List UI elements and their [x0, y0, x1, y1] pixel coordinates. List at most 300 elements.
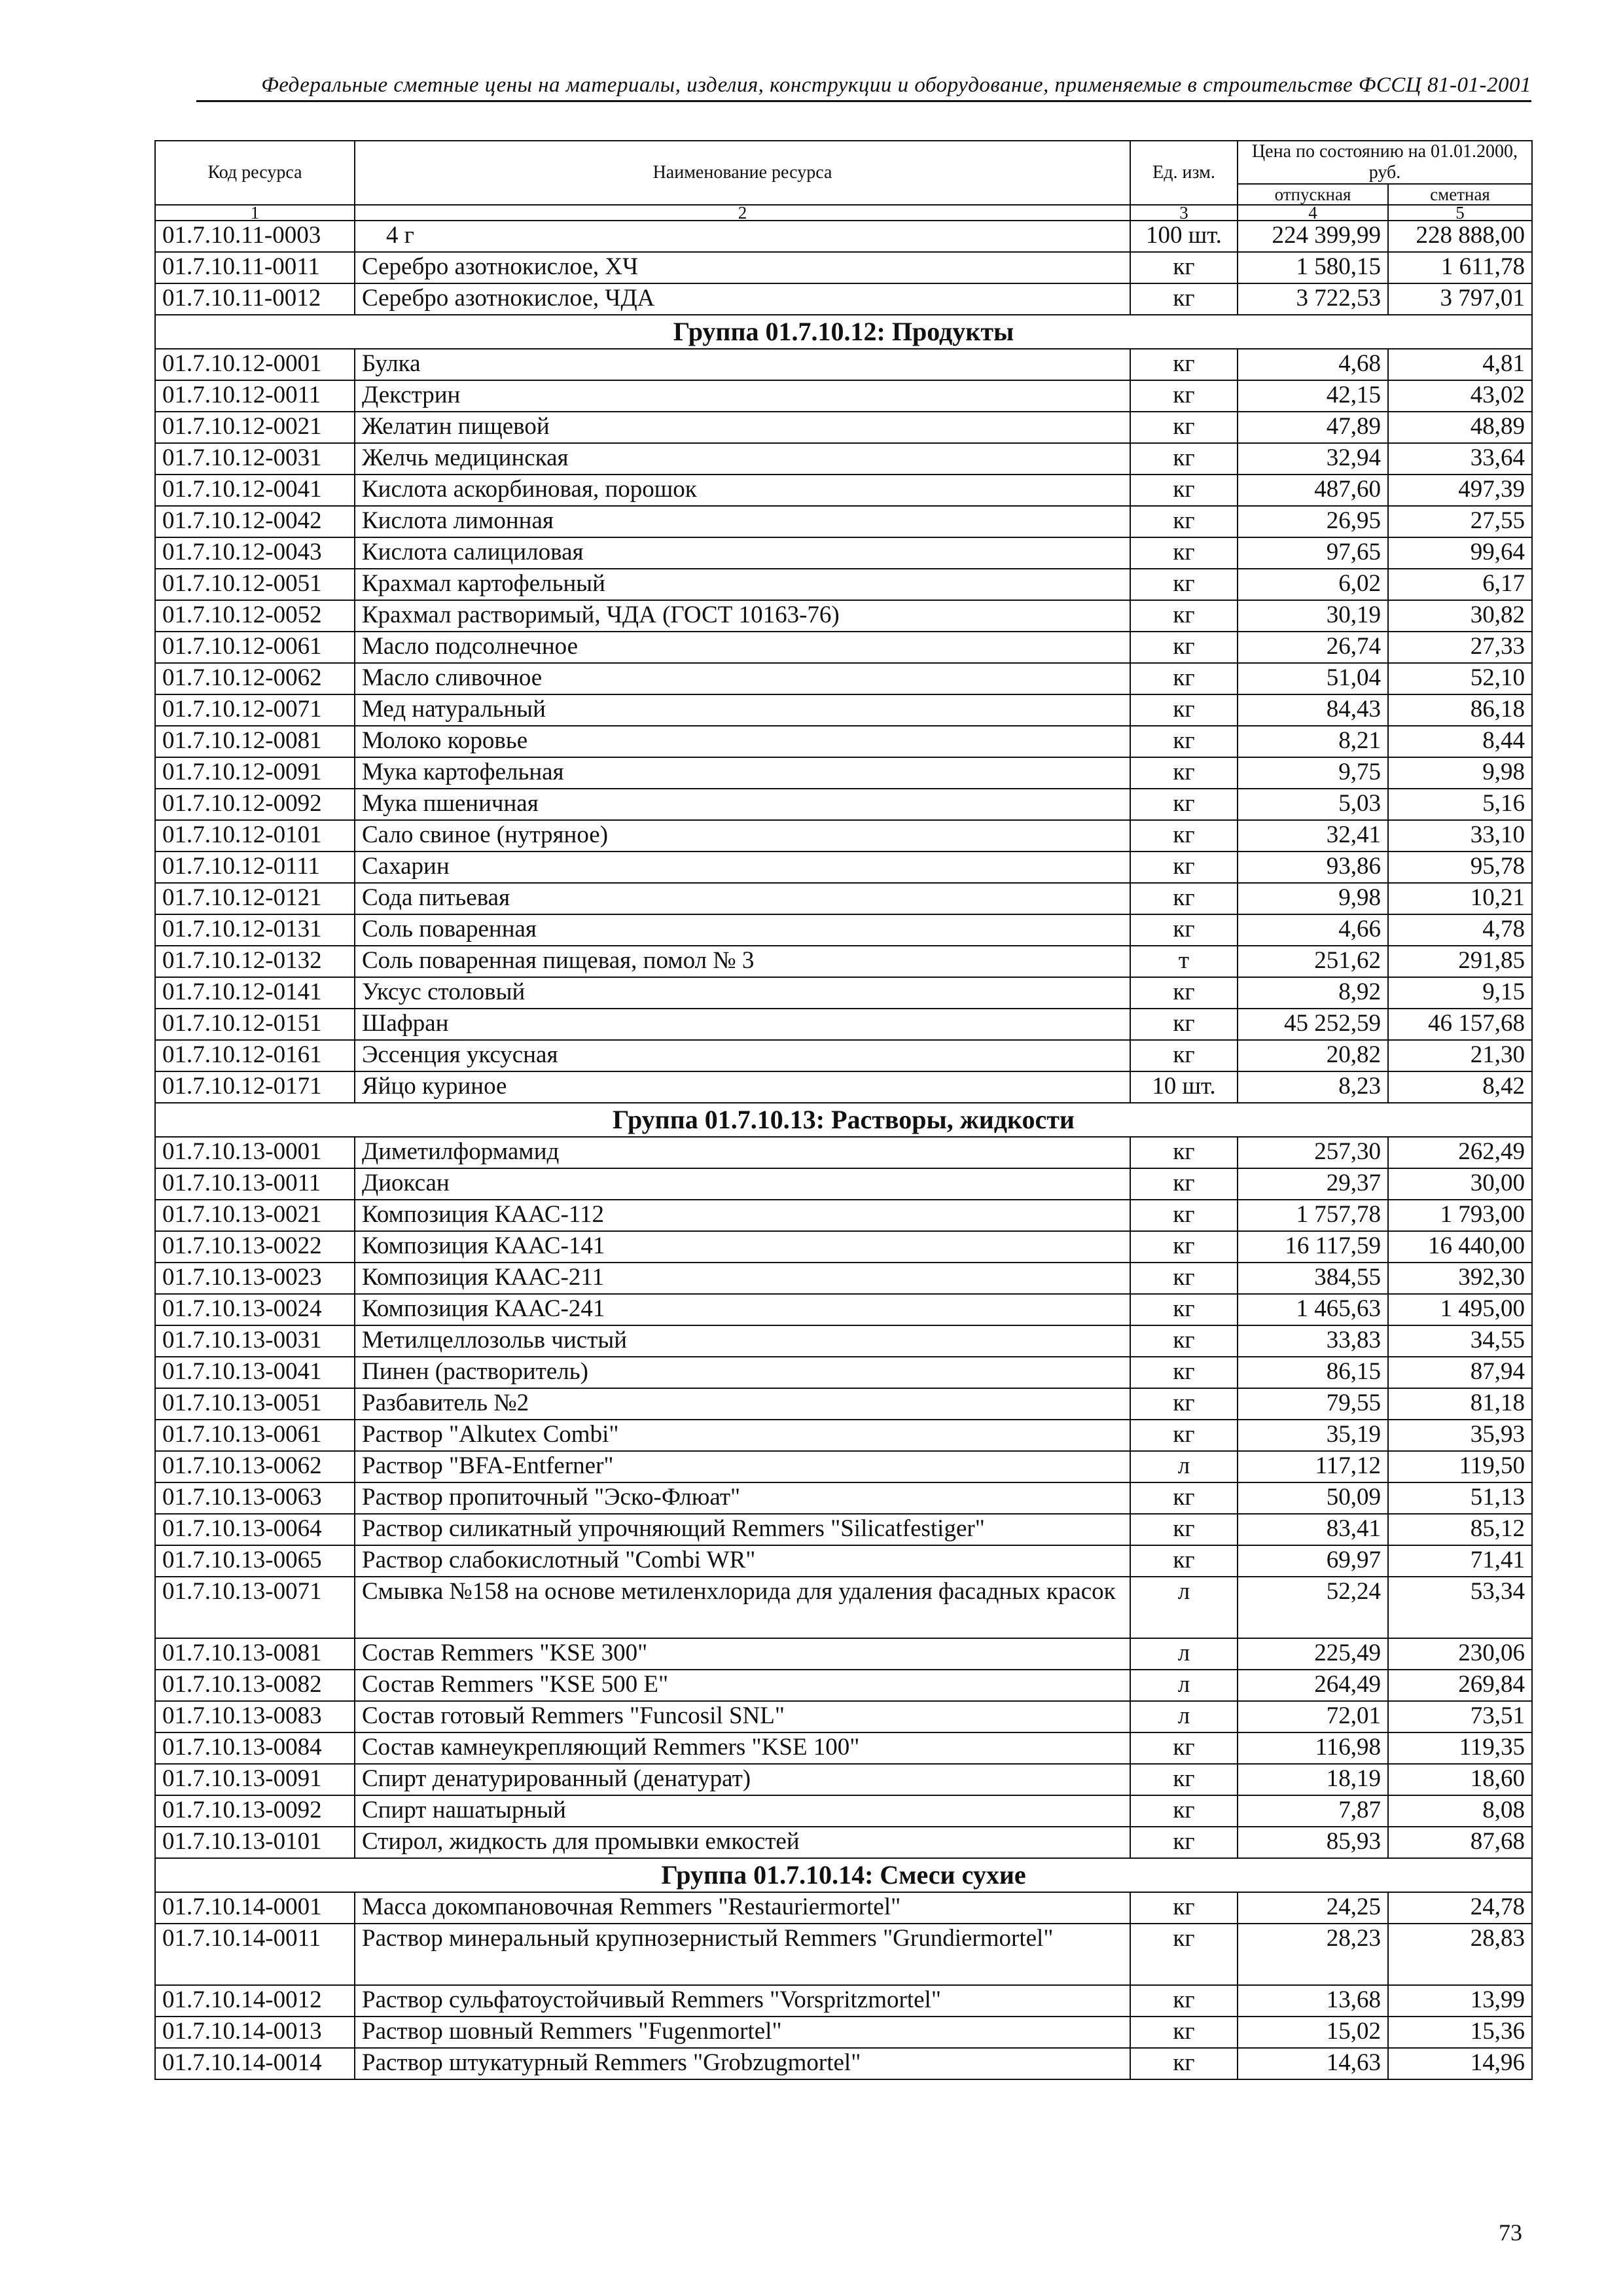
table-row: [155, 600, 1532, 632]
table-row: [155, 977, 1532, 1009]
table-row: [155, 1200, 1532, 1231]
unit-of-measure: кг: [1130, 1924, 1238, 1985]
unit-of-measure: кг: [1130, 1388, 1238, 1420]
table-row: [155, 2017, 1532, 2048]
unit-of-measure: кг: [1130, 632, 1238, 663]
resource-code: 01.7.10.12-0132: [155, 946, 355, 977]
col-header-unit: Ед. изм.: [1130, 141, 1238, 205]
unit-of-measure: кг: [1130, 349, 1238, 380]
resource-name: Раствор сульфатоустойчивый Remmers "Vorspritzmortel": [355, 1985, 1130, 2017]
resource-name: Смывка №158 на основе метиленхлорида для удаления фасадных красок: [355, 1577, 1130, 1638]
resource-code: 01.7.10.12-0121: [155, 883, 355, 914]
table-row: [155, 1545, 1532, 1577]
price-estimate: 9,98: [1388, 757, 1532, 789]
table-row: [155, 1924, 1532, 1985]
price-estimate: 43,02: [1388, 380, 1532, 412]
resource-name: Декстрин: [355, 380, 1130, 412]
table-row: [155, 1071, 1532, 1103]
price-estimate: 71,41: [1388, 1545, 1532, 1577]
price-estimate: 230,06: [1388, 1638, 1532, 1670]
table-row: [155, 663, 1532, 694]
table-row: [155, 883, 1532, 914]
unit-of-measure: кг: [1130, 1827, 1238, 1858]
unit-of-measure: кг: [1130, 1009, 1238, 1040]
price-release: 79,55: [1238, 1388, 1388, 1420]
price-release: 35,19: [1238, 1420, 1388, 1451]
price-estimate: 119,50: [1388, 1451, 1532, 1482]
unit-of-measure: т: [1130, 946, 1238, 977]
price-estimate: 1 793,00: [1388, 1200, 1532, 1231]
resource-code: 01.7.10.12-0171: [155, 1071, 355, 1103]
table-row: [155, 537, 1532, 569]
unit-of-measure: кг: [1130, 537, 1238, 569]
unit-of-measure: 100 шт.: [1130, 221, 1238, 252]
price-estimate: 85,12: [1388, 1514, 1532, 1545]
page-header: Федеральные сметные цены на материалы, изделия, конструкции и оборудование, применяемые в строительстве ФССЦ 81-01-2001: [196, 73, 1531, 102]
resource-code: 01.7.10.14-0013: [155, 2017, 355, 2048]
resource-code: 01.7.10.12-0061: [155, 632, 355, 663]
resource-code: 01.7.10.12-0151: [155, 1009, 355, 1040]
table-row: [155, 1732, 1532, 1764]
unit-of-measure: кг: [1130, 1545, 1238, 1577]
price-release: 32,41: [1238, 820, 1388, 852]
table-row: [155, 1263, 1532, 1294]
col-number: 2: [355, 205, 1130, 221]
group-title: Группа 01.7.10.12: Продукты: [155, 315, 1532, 349]
table-row: [155, 569, 1532, 600]
table-row: [155, 1577, 1532, 1638]
resource-code: 01.7.10.12-0081: [155, 726, 355, 757]
table-row: [155, 2048, 1532, 2079]
table-row: [155, 1040, 1532, 1071]
resource-code: 01.7.10.13-0082: [155, 1670, 355, 1701]
price-estimate: 52,10: [1388, 663, 1532, 694]
resource-code: 01.7.10.12-0141: [155, 977, 355, 1009]
resource-code: 01.7.10.14-0012: [155, 1985, 355, 2017]
price-release: 4,66: [1238, 914, 1388, 946]
group-header-row: [155, 1858, 1532, 1892]
unit-of-measure: кг: [1130, 412, 1238, 443]
price-release: 1 465,63: [1238, 1294, 1388, 1325]
price-release: 7,87: [1238, 1795, 1388, 1827]
price-estimate: 21,30: [1388, 1040, 1532, 1071]
resource-name: Метилцеллозольв чистый: [355, 1325, 1130, 1357]
price-release: 18,19: [1238, 1764, 1388, 1795]
resource-name: Булка: [355, 349, 1130, 380]
table-row: [155, 1701, 1532, 1732]
resource-code: 01.7.10.13-0101: [155, 1827, 355, 1858]
resource-name: Состав готовый Remmers "Funcosil SNL": [355, 1701, 1130, 1732]
price-estimate: 10,21: [1388, 883, 1532, 914]
resource-name: Серебро азотнокислое, ЧДА: [355, 283, 1130, 315]
table-row: [155, 1388, 1532, 1420]
price-release: 29,37: [1238, 1168, 1388, 1200]
table-row: [155, 1514, 1532, 1545]
price-release: 224 399,99: [1238, 221, 1388, 252]
table-row: [155, 1294, 1532, 1325]
price-estimate: 262,49: [1388, 1137, 1532, 1168]
unit-of-measure: кг: [1130, 1482, 1238, 1514]
resource-code: 01.7.10.13-0051: [155, 1388, 355, 1420]
unit-of-measure: кг: [1130, 757, 1238, 789]
unit-of-measure: кг: [1130, 2048, 1238, 2079]
resource-name: Разбавитель №2: [355, 1388, 1130, 1420]
table-row: [155, 914, 1532, 946]
resource-name: Соль поваренная пищевая, помол № 3: [355, 946, 1130, 977]
table-row: [155, 1764, 1532, 1795]
table-row: [155, 1420, 1532, 1451]
resource-code: 01.7.10.13-0081: [155, 1638, 355, 1670]
resource-code: 01.7.10.12-0021: [155, 412, 355, 443]
price-release: 384,55: [1238, 1263, 1388, 1294]
unit-of-measure: кг: [1130, 914, 1238, 946]
price-estimate: 86,18: [1388, 694, 1532, 726]
resource-code: 01.7.10.13-0084: [155, 1732, 355, 1764]
price-estimate: 8,42: [1388, 1071, 1532, 1103]
resource-name: Раствор слабокислотный "Combi WR": [355, 1545, 1130, 1577]
resource-name: Сало свиное (нутряное): [355, 820, 1130, 852]
group-title: Группа 01.7.10.13: Растворы, жидкости: [155, 1103, 1532, 1137]
resource-code: 01.7.10.12-0043: [155, 537, 355, 569]
resource-code: 01.7.10.14-0001: [155, 1892, 355, 1924]
col-number: 3: [1130, 205, 1238, 221]
unit-of-measure: кг: [1130, 1514, 1238, 1545]
table-row: [155, 283, 1532, 315]
resource-code: 01.7.10.13-0065: [155, 1545, 355, 1577]
unit-of-measure: кг: [1130, 475, 1238, 506]
col-header-price-release: отпускная: [1238, 184, 1388, 205]
resource-name: Композиция КААС-141: [355, 1231, 1130, 1263]
resource-code: 01.7.10.12-0071: [155, 694, 355, 726]
resource-name: Раствор "Alkutex Combi": [355, 1420, 1130, 1451]
unit-of-measure: кг: [1130, 694, 1238, 726]
unit-of-measure: кг: [1130, 1168, 1238, 1200]
resource-name: Кислота салициловая: [355, 537, 1130, 569]
resource-code: 01.7.10.12-0052: [155, 600, 355, 632]
unit-of-measure: кг: [1130, 883, 1238, 914]
resource-name: Сахарин: [355, 852, 1130, 883]
unit-of-measure: 10 шт.: [1130, 1071, 1238, 1103]
resource-name: Желатин пищевой: [355, 412, 1130, 443]
price-release: 9,98: [1238, 883, 1388, 914]
price-release: 264,49: [1238, 1670, 1388, 1701]
unit-of-measure: кг: [1130, 380, 1238, 412]
table-row: [155, 506, 1532, 537]
unit-of-measure: кг: [1130, 443, 1238, 475]
resource-name: Раствор минеральный крупнозернистый Remmers "Grundiermortel": [355, 1924, 1130, 1985]
unit-of-measure: кг: [1130, 2017, 1238, 2048]
table-row: [155, 349, 1532, 380]
table-row: [155, 1827, 1532, 1858]
price-estimate: 73,51: [1388, 1701, 1532, 1732]
resource-name: Диоксан: [355, 1168, 1130, 1200]
resource-name: Масло подсолнечное: [355, 632, 1130, 663]
col-number: 4: [1238, 205, 1388, 221]
unit-of-measure: л: [1130, 1451, 1238, 1482]
resource-code: 01.7.10.12-0092: [155, 789, 355, 820]
price-release: 24,25: [1238, 1892, 1388, 1924]
price-estimate: 4,81: [1388, 349, 1532, 380]
price-release: 51,04: [1238, 663, 1388, 694]
price-release: 9,75: [1238, 757, 1388, 789]
resource-name: Композиция КААС-211: [355, 1263, 1130, 1294]
resource-code: 01.7.10.12-0041: [155, 475, 355, 506]
table-row: [155, 789, 1532, 820]
price-estimate: 3 797,01: [1388, 283, 1532, 315]
resource-name: Кислота лимонная: [355, 506, 1130, 537]
resource-code: 01.7.10.13-0091: [155, 1764, 355, 1795]
unit-of-measure: кг: [1130, 726, 1238, 757]
price-release: 225,49: [1238, 1638, 1388, 1670]
price-estimate: 228 888,00: [1388, 221, 1532, 252]
table-row: [155, 475, 1532, 506]
unit-of-measure: кг: [1130, 789, 1238, 820]
table-row: [155, 694, 1532, 726]
unit-of-measure: кг: [1130, 1892, 1238, 1924]
price-estimate: 119,35: [1388, 1732, 1532, 1764]
resource-name: Раствор штукатурный Remmers "Grobzugmortel": [355, 2048, 1130, 2079]
price-release: 117,12: [1238, 1451, 1388, 1482]
price-release: 8,92: [1238, 977, 1388, 1009]
price-estimate: 8,08: [1388, 1795, 1532, 1827]
price-table: [154, 140, 1533, 2080]
table-row: [155, 726, 1532, 757]
group-header-row: [155, 1103, 1532, 1137]
price-release: 45 252,59: [1238, 1009, 1388, 1040]
unit-of-measure: кг: [1130, 283, 1238, 315]
resource-code: 01.7.10.13-0083: [155, 1701, 355, 1732]
resource-name: Яйцо куриное: [355, 1071, 1130, 1103]
table-row: [155, 1168, 1532, 1200]
group-header-row: [155, 315, 1532, 349]
resource-code: 01.7.10.12-0031: [155, 443, 355, 475]
resource-code: 01.7.10.13-0024: [155, 1294, 355, 1325]
table-row: [155, 1670, 1532, 1701]
unit-of-measure: кг: [1130, 1137, 1238, 1168]
resource-name: Кислота аскорбиновая, порошок: [355, 475, 1130, 506]
price-estimate: 81,18: [1388, 1388, 1532, 1420]
resource-code: 01.7.10.12-0101: [155, 820, 355, 852]
unit-of-measure: л: [1130, 1670, 1238, 1701]
unit-of-measure: л: [1130, 1701, 1238, 1732]
price-release: 52,24: [1238, 1577, 1388, 1638]
resource-name: 4 г: [355, 221, 1130, 252]
resource-code: 01.7.10.13-0092: [155, 1795, 355, 1827]
resource-code: 01.7.10.14-0014: [155, 2048, 355, 2079]
price-estimate: 8,44: [1388, 726, 1532, 757]
table-row: [155, 1357, 1532, 1388]
price-estimate: 35,93: [1388, 1420, 1532, 1451]
col-header-code: Код ресурса: [155, 141, 355, 205]
price-estimate: 28,83: [1388, 1924, 1532, 1985]
price-release: 6,02: [1238, 569, 1388, 600]
resource-name: Мука картофельная: [355, 757, 1130, 789]
table-row: [155, 252, 1532, 283]
price-release: 26,74: [1238, 632, 1388, 663]
resource-code: 01.7.10.11-0012: [155, 283, 355, 315]
price-release: 30,19: [1238, 600, 1388, 632]
price-estimate: 15,36: [1388, 2017, 1532, 2048]
unit-of-measure: кг: [1130, 1985, 1238, 2017]
price-release: 97,65: [1238, 537, 1388, 569]
resource-code: 01.7.10.13-0021: [155, 1200, 355, 1231]
resource-name: Диметилформамид: [355, 1137, 1130, 1168]
price-release: 14,63: [1238, 2048, 1388, 2079]
price-release: 85,93: [1238, 1827, 1388, 1858]
resource-code: 01.7.10.12-0011: [155, 380, 355, 412]
resource-name: Масса докомпановочная Remmers "Restauriermortel": [355, 1892, 1130, 1924]
col-header-name: Наименование ресурса: [355, 141, 1130, 205]
price-release: 32,94: [1238, 443, 1388, 475]
resource-code: 01.7.10.13-0064: [155, 1514, 355, 1545]
page-number: 73: [1499, 2219, 1522, 2246]
price-release: 251,62: [1238, 946, 1388, 977]
price-release: 50,09: [1238, 1482, 1388, 1514]
resource-code: 01.7.10.13-0061: [155, 1420, 355, 1451]
resource-name: Желчь медицинская: [355, 443, 1130, 475]
price-release: 487,60: [1238, 475, 1388, 506]
resource-code: 01.7.10.12-0111: [155, 852, 355, 883]
price-release: 84,43: [1238, 694, 1388, 726]
resource-code: 01.7.10.11-0011: [155, 252, 355, 283]
table-row: [155, 632, 1532, 663]
resource-name: Раствор шовный Remmers "Fugenmortel": [355, 2017, 1130, 2048]
resource-name: Эссенция уксусная: [355, 1040, 1130, 1071]
price-estimate: 27,33: [1388, 632, 1532, 663]
resource-name: Серебро азотнокислое, ХЧ: [355, 252, 1130, 283]
resource-code: 01.7.10.12-0161: [155, 1040, 355, 1071]
resource-code: 01.7.10.13-0031: [155, 1325, 355, 1357]
col-number: 1: [155, 205, 355, 221]
price-release: 83,41: [1238, 1514, 1388, 1545]
resource-code: 01.7.10.12-0062: [155, 663, 355, 694]
price-release: 13,68: [1238, 1985, 1388, 2017]
price-release: 72,01: [1238, 1701, 1388, 1732]
unit-of-measure: л: [1130, 1638, 1238, 1670]
resource-code: 01.7.10.13-0063: [155, 1482, 355, 1514]
table-row: [155, 820, 1532, 852]
resource-name: Раствор пропиточный "Эско-Флюат": [355, 1482, 1130, 1514]
price-estimate: 48,89: [1388, 412, 1532, 443]
table-row: [155, 1231, 1532, 1263]
resource-name: Раствор "BFA-Entferner": [355, 1451, 1130, 1482]
table-row: [155, 1325, 1532, 1357]
price-estimate: 46 157,68: [1388, 1009, 1532, 1040]
table-row: [155, 1638, 1532, 1670]
table-row: [155, 1009, 1532, 1040]
price-estimate: 14,96: [1388, 2048, 1532, 2079]
resource-code: 01.7.10.13-0041: [155, 1357, 355, 1388]
table-row: [155, 1985, 1532, 2017]
unit-of-measure: кг: [1130, 1294, 1238, 1325]
price-release: 8,21: [1238, 726, 1388, 757]
col-number: 5: [1388, 205, 1532, 221]
price-release: 116,98: [1238, 1732, 1388, 1764]
price-release: 257,30: [1238, 1137, 1388, 1168]
price-release: 86,15: [1238, 1357, 1388, 1388]
table-row: [155, 412, 1532, 443]
price-estimate: 6,17: [1388, 569, 1532, 600]
price-estimate: 33,10: [1388, 820, 1532, 852]
resource-code: 01.7.10.12-0131: [155, 914, 355, 946]
price-estimate: 30,82: [1388, 600, 1532, 632]
resource-name: Спирт денатурированный (денатурат): [355, 1764, 1130, 1795]
price-estimate: 497,39: [1388, 475, 1532, 506]
resource-name: Шафран: [355, 1009, 1130, 1040]
unit-of-measure: кг: [1130, 1795, 1238, 1827]
resource-code: 01.7.10.12-0042: [155, 506, 355, 537]
unit-of-measure: кг: [1130, 663, 1238, 694]
resource-name: Молоко коровье: [355, 726, 1130, 757]
resource-code: 01.7.10.12-0001: [155, 349, 355, 380]
price-release: 28,23: [1238, 1924, 1388, 1985]
unit-of-measure: кг: [1130, 820, 1238, 852]
table-row: [155, 443, 1532, 475]
resource-name: Композиция КААС-241: [355, 1294, 1130, 1325]
resource-code: 01.7.10.13-0071: [155, 1577, 355, 1638]
resource-name: Состав камнеукрепляющий Remmers "KSE 100": [355, 1732, 1130, 1764]
col-header-price: Цена по состоянию на 01.01.2000, руб.: [1238, 141, 1532, 184]
price-estimate: 24,78: [1388, 1892, 1532, 1924]
unit-of-measure: кг: [1130, 977, 1238, 1009]
price-release: 3 722,53: [1238, 283, 1388, 315]
unit-of-measure: кг: [1130, 1357, 1238, 1388]
table-row: [155, 1482, 1532, 1514]
price-estimate: 87,68: [1388, 1827, 1532, 1858]
price-release: 1 757,78: [1238, 1200, 1388, 1231]
price-estimate: 1 495,00: [1388, 1294, 1532, 1325]
resource-code: 01.7.10.13-0023: [155, 1263, 355, 1294]
col-header-price-estimate: сметная: [1388, 184, 1532, 205]
price-release: 47,89: [1238, 412, 1388, 443]
unit-of-measure: кг: [1130, 1231, 1238, 1263]
price-estimate: 9,15: [1388, 977, 1532, 1009]
unit-of-measure: кг: [1130, 1420, 1238, 1451]
price-estimate: 5,16: [1388, 789, 1532, 820]
resource-name: Крахмал растворимый, ЧДА (ГОСТ 10163-76): [355, 600, 1130, 632]
price-estimate: 30,00: [1388, 1168, 1532, 1200]
resource-name: Состав Remmers "KSE 500 E": [355, 1670, 1130, 1701]
price-release: 16 117,59: [1238, 1231, 1388, 1263]
resource-code: 01.7.10.12-0091: [155, 757, 355, 789]
unit-of-measure: л: [1130, 1577, 1238, 1638]
price-estimate: 269,84: [1388, 1670, 1532, 1701]
price-release: 93,86: [1238, 852, 1388, 883]
unit-of-measure: кг: [1130, 1732, 1238, 1764]
table-row: [155, 221, 1532, 252]
price-estimate: 16 440,00: [1388, 1231, 1532, 1263]
resource-name: Раствор силикатный упрочняющий Remmers "Silicatfestiger": [355, 1514, 1130, 1545]
resource-name: Состав Remmers "KSE 300": [355, 1638, 1130, 1670]
unit-of-measure: кг: [1130, 506, 1238, 537]
price-estimate: 34,55: [1388, 1325, 1532, 1357]
unit-of-measure: кг: [1130, 1325, 1238, 1357]
resource-name: Пинен (растворитель): [355, 1357, 1130, 1388]
unit-of-measure: кг: [1130, 1263, 1238, 1294]
unit-of-measure: кг: [1130, 252, 1238, 283]
resource-code: 01.7.10.11-0003: [155, 221, 355, 252]
price-estimate: 27,55: [1388, 506, 1532, 537]
price-estimate: 51,13: [1388, 1482, 1532, 1514]
resource-code: 01.7.10.13-0011: [155, 1168, 355, 1200]
price-estimate: 87,94: [1388, 1357, 1532, 1388]
price-release: 33,83: [1238, 1325, 1388, 1357]
price-estimate: 53,34: [1388, 1577, 1532, 1638]
resource-code: 01.7.10.13-0022: [155, 1231, 355, 1263]
group-title: Группа 01.7.10.14: Смеси сухие: [155, 1858, 1532, 1892]
resource-name: Сода питьевая: [355, 883, 1130, 914]
resource-name: Масло сливочное: [355, 663, 1130, 694]
